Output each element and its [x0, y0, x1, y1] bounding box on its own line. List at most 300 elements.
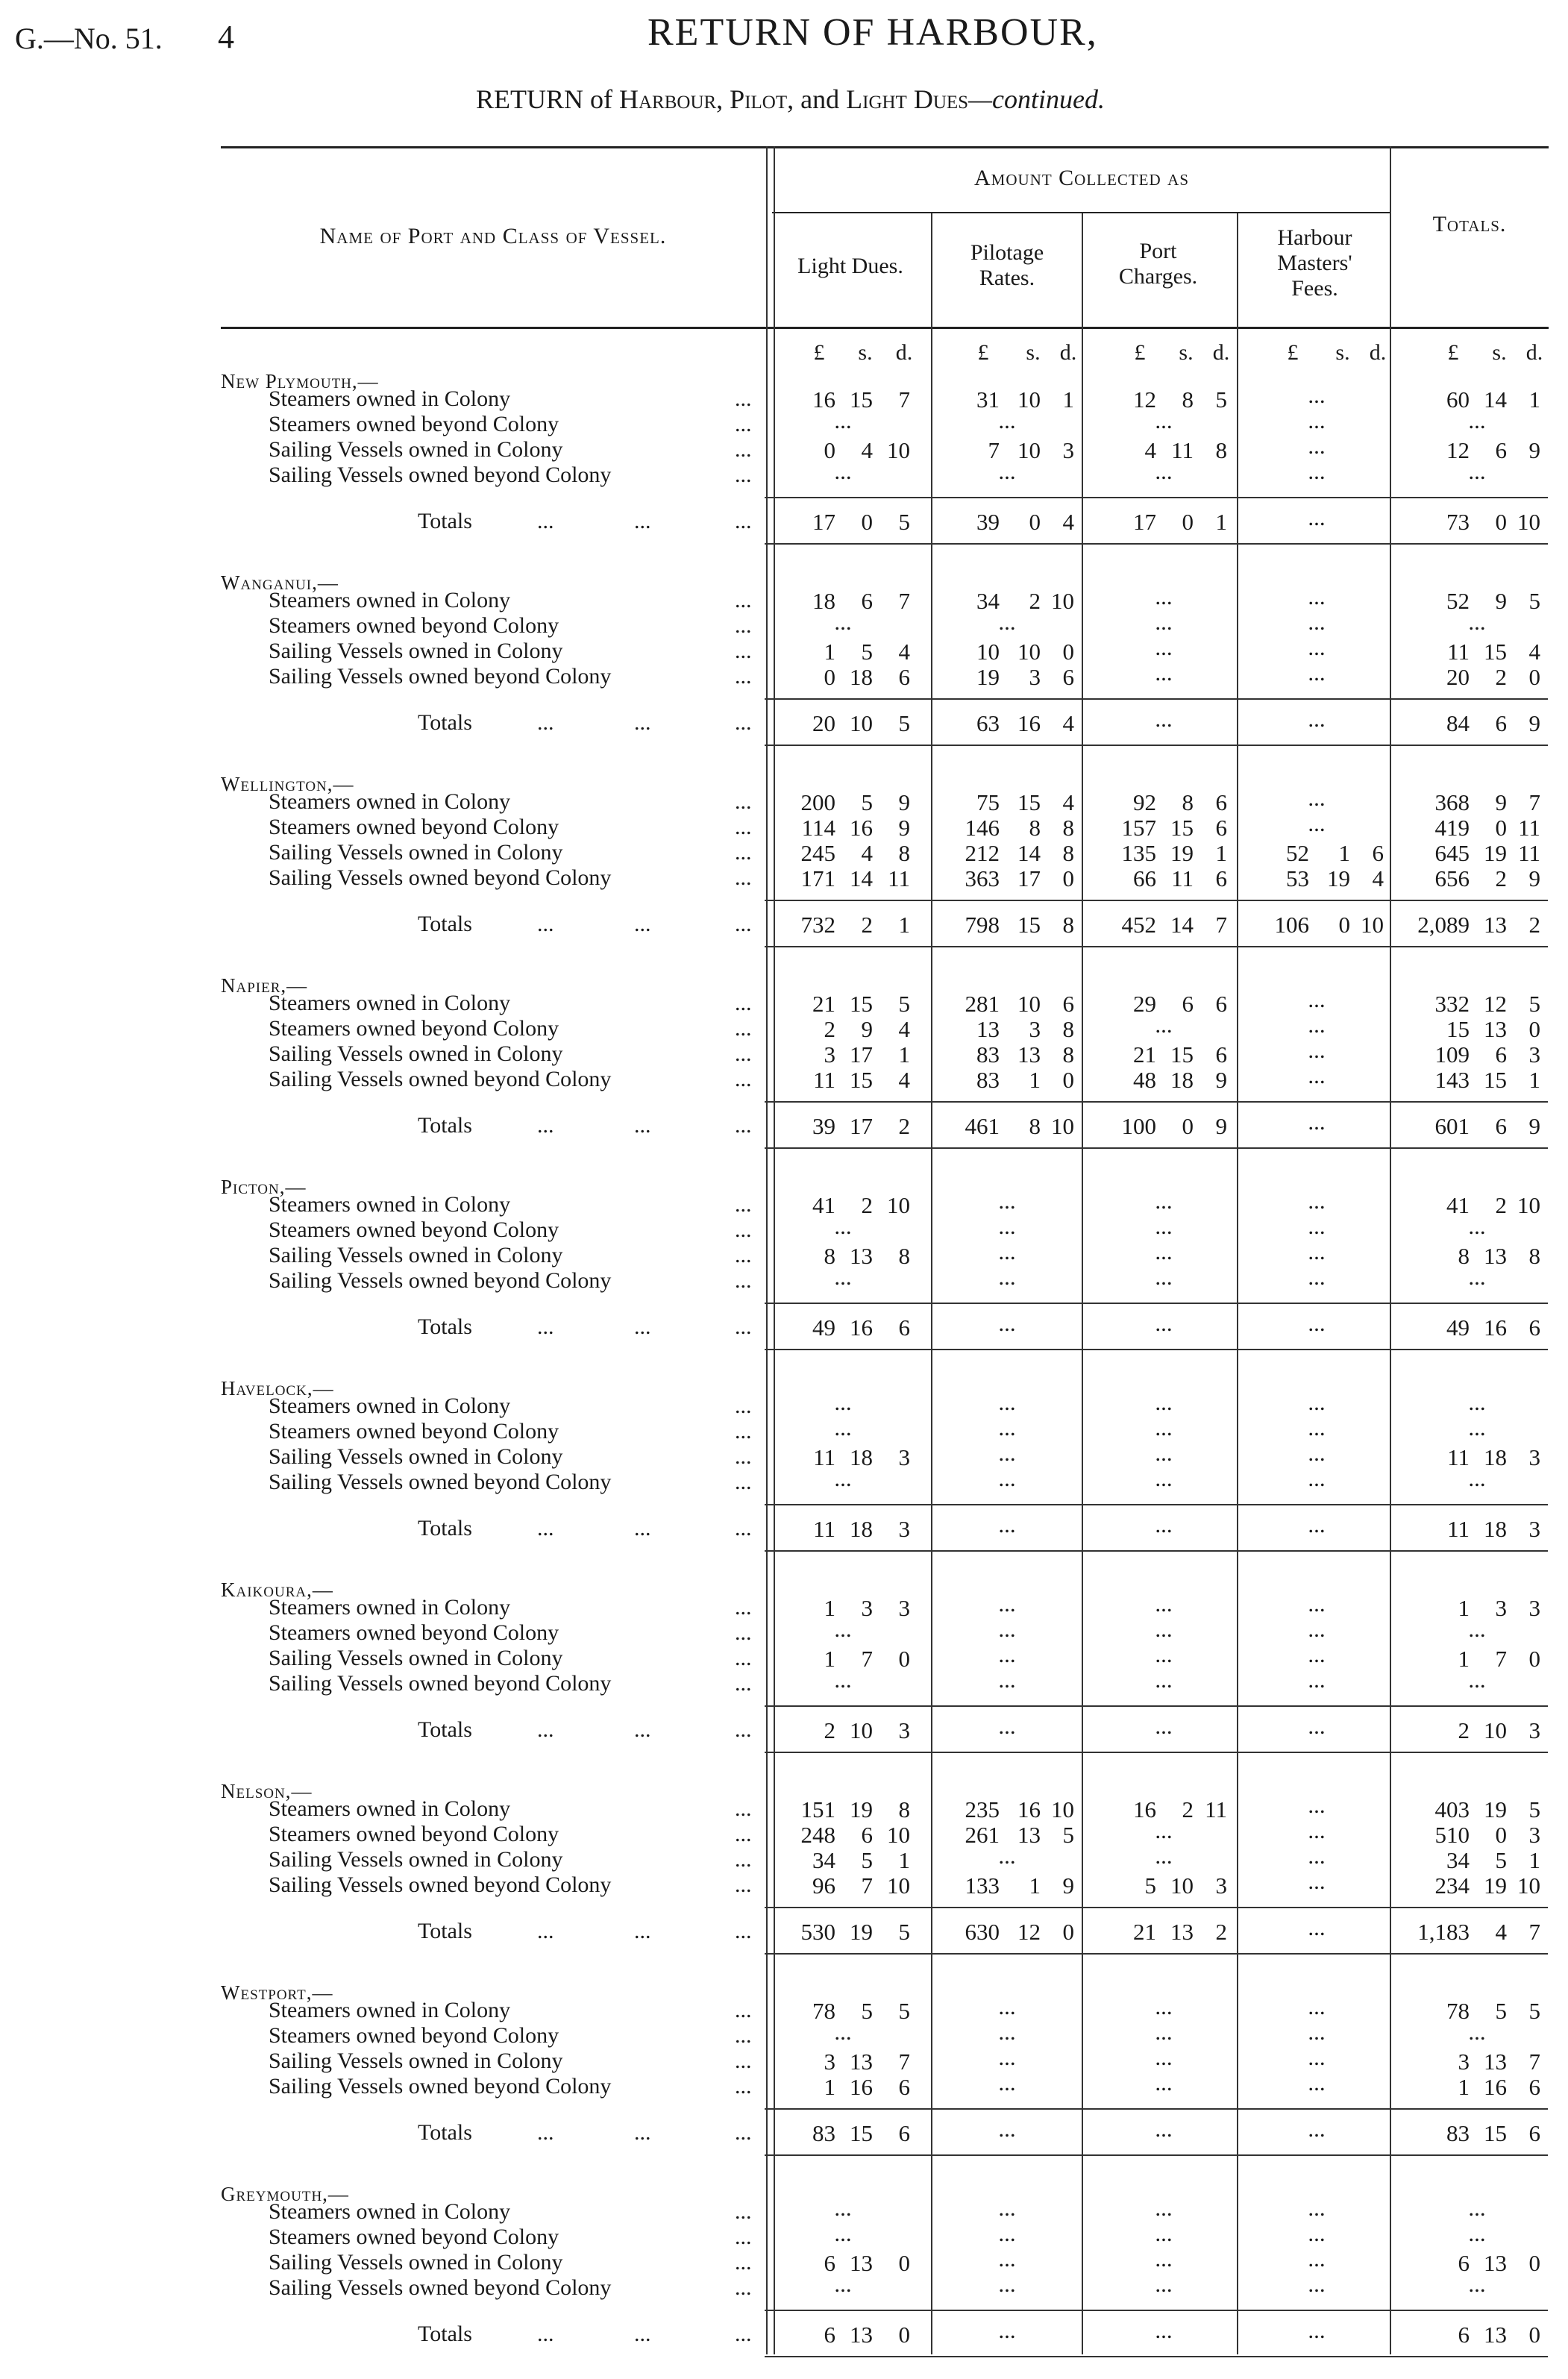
nil-value: ... — [998, 1616, 1016, 1642]
amount-shillings: 15 — [1170, 815, 1194, 841]
document-reference: G.—No. 51. — [15, 22, 163, 55]
amount-shillings: 13 — [850, 2322, 873, 2348]
amount-pounds: 6 — [824, 2250, 835, 2276]
amount-pence: 9 — [1215, 1113, 1227, 1139]
amount-shillings: 13 — [1017, 1041, 1041, 1068]
nil-value: ... — [998, 1264, 1016, 1290]
nil-value: ... — [1155, 1616, 1173, 1642]
unit-pence: d. — [1369, 340, 1387, 365]
leader-dots: ... — [735, 1620, 752, 1645]
leader-dots: ... — [735, 1822, 752, 1846]
leader-dots: ... — [634, 1314, 651, 1339]
leader-dots: ... — [735, 1872, 752, 1897]
amount-pounds: 452 — [1121, 912, 1156, 938]
nil-value: ... — [1308, 1264, 1326, 1290]
amount-pence: 6 — [898, 2074, 910, 2100]
totals-bottom-rule — [765, 745, 1548, 746]
amount-pounds: 419 — [1434, 815, 1470, 841]
leader-dots: ... — [735, 1847, 752, 1872]
nil-value: ... — [1468, 2019, 1486, 2045]
nil-value: ... — [1308, 504, 1326, 530]
totals-top-rule — [765, 1504, 1548, 1505]
amount-pence: 8 — [1062, 912, 1074, 938]
totals-label: Totals — [418, 2322, 472, 2346]
amount-pence: 4 — [1062, 789, 1074, 815]
amount-shillings: 10 — [1017, 437, 1041, 463]
amount-pence: 1 — [1062, 386, 1074, 413]
totals-label: Totals — [418, 1314, 472, 1339]
amount-pounds: 17 — [812, 509, 835, 535]
harbour-line2: Masters' — [1277, 251, 1352, 275]
nil-value: ... — [998, 1843, 1016, 1869]
leader-dots: ... — [735, 1444, 752, 1469]
amount-pounds: 1 — [1458, 2074, 1470, 2100]
vessel-class-label: Steamers owned in Colony — [269, 1998, 511, 2022]
amount-pounds: 6 — [1458, 2250, 1470, 2276]
amount-shillings: 18 — [850, 1444, 873, 1470]
amount-pence: 7 — [898, 386, 910, 413]
vessel-class-label: Sailing Vessels owned in Colony — [269, 437, 563, 462]
column-header-name: Name of Port and Class of Vessel. — [319, 224, 667, 248]
totals-label: Totals — [418, 1919, 472, 1943]
amount-pounds: 73 — [1446, 509, 1470, 535]
vessel-class-label: Sailing Vessels owned in Colony — [269, 639, 563, 663]
amount-pence: 3 — [898, 1516, 910, 1542]
amount-shillings: 3 — [861, 1595, 873, 1621]
amount-shillings: 2 — [861, 912, 873, 938]
amount-pence: 8 — [1062, 1041, 1074, 1068]
port-name: Nelson,— — [221, 1780, 313, 1802]
amount-pence: 0 — [1528, 2250, 1540, 2276]
amount-pence: 7 — [1528, 789, 1540, 815]
amount-pence: 2 — [1528, 912, 1540, 938]
leader-dots: ... — [537, 1314, 554, 1339]
vessel-class-label: Sailing Vessels owned in Colony — [269, 1243, 563, 1267]
nil-value: ... — [834, 1616, 852, 1642]
nil-value: ... — [1308, 2116, 1326, 2142]
vessel-class-label: Steamers owned in Colony — [269, 1796, 511, 1821]
amount-pounds: 114 — [801, 815, 835, 841]
amount-pounds: 212 — [965, 840, 1000, 866]
amount-pounds: 1 — [824, 1646, 835, 1672]
unit-pence: d. — [1212, 340, 1230, 365]
amount-pounds: 18 — [812, 588, 835, 614]
amount-shillings: 11 — [1171, 865, 1194, 891]
amount-pence: 7 — [898, 588, 910, 614]
leader-dots: ... — [735, 1113, 752, 1138]
amount-pounds: 11 — [813, 1516, 835, 1542]
nil-value: ... — [1155, 407, 1173, 433]
nil-value: ... — [1468, 2271, 1486, 2297]
port-name: Wanganui,— — [221, 571, 339, 594]
leader-dots: ... — [735, 1516, 752, 1540]
amount-shillings: 17 — [1017, 865, 1041, 891]
nil-value: ... — [998, 1238, 1016, 1264]
amount-pence: 1 — [1528, 1847, 1540, 1873]
nil-value: ... — [1308, 706, 1326, 732]
amount-shillings: 6 — [1495, 1041, 1507, 1068]
amount-pence: 3 — [1062, 437, 1074, 463]
leader-dots: ... — [735, 1041, 752, 1066]
leader-dots: ... — [537, 1113, 554, 1138]
amount-pounds: 368 — [1434, 789, 1470, 815]
column-rule — [1390, 146, 1391, 2354]
totals-bottom-rule — [765, 2154, 1548, 2156]
amount-pounds: 2 — [824, 1717, 835, 1743]
amount-shillings: 17 — [850, 1113, 873, 1139]
leader-dots: ... — [735, 1394, 752, 1418]
vessel-class-label: Sailing Vessels owned beyond Colony — [269, 1872, 612, 1897]
nil-value: ... — [1468, 609, 1486, 635]
nil-value: ... — [834, 2271, 852, 2297]
leader-dots: ... — [735, 1919, 752, 1943]
leader-dots: ... — [735, 1595, 752, 1620]
amount-pence: 8 — [1062, 815, 1074, 841]
nil-value: ... — [1308, 986, 1326, 1012]
totals-top-rule — [765, 1101, 1548, 1103]
nil-value: ... — [998, 1590, 1016, 1617]
vessel-class-label: Sailing Vessels owned in Colony — [269, 1444, 563, 1469]
totals-label: Totals — [418, 2120, 472, 2145]
nil-value: ... — [998, 1414, 1016, 1441]
amount-shillings: 19 — [1484, 1796, 1507, 1822]
amount-pence: 3 — [1528, 1822, 1540, 1848]
amount-pence: 6 — [1215, 991, 1227, 1017]
amount-shillings: 18 — [850, 664, 873, 690]
amount-pence: 4 — [1062, 509, 1074, 535]
nil-value: ... — [1308, 1641, 1326, 1667]
amount-pence: 1 — [1215, 840, 1227, 866]
amount-shillings: 2 — [1495, 1192, 1507, 1218]
leader-dots: ... — [634, 710, 651, 735]
totals-bottom-rule — [765, 2356, 1548, 2357]
port-line2: Charges. — [1118, 264, 1198, 289]
totals-bottom-rule — [765, 543, 1548, 545]
amount-pence: 0 — [1062, 865, 1074, 891]
amount-pence: 6 — [1062, 664, 1074, 690]
amount-shillings: 5 — [861, 1998, 873, 2024]
amount-pence: 3 — [898, 1444, 910, 1470]
port-name: Kaikoura,— — [221, 1579, 333, 1601]
nil-value: ... — [1308, 382, 1326, 408]
nil-value: ... — [1308, 1389, 1326, 1415]
amount-shillings: 16 — [1484, 2074, 1507, 2100]
amount-shillings: 12 — [1017, 1919, 1041, 1945]
amount-pence: 3 — [1215, 1872, 1227, 1899]
vessel-class-label: Steamers owned beyond Colony — [269, 1217, 559, 1242]
amount-pence: 6 — [1215, 789, 1227, 815]
amount-shillings: 16 — [850, 1314, 873, 1341]
amount-pence: 9 — [1528, 437, 1540, 463]
amount-pounds: 7 — [988, 437, 1000, 463]
vessel-class-label: Steamers owned beyond Colony — [269, 1016, 559, 1041]
amount-pence: 6 — [1528, 2120, 1540, 2146]
nil-value: ... — [998, 2317, 1016, 2343]
port-name: Greymouth,— — [221, 2183, 349, 2205]
leader-dots: ... — [634, 1717, 651, 1742]
leader-dots: ... — [735, 1998, 752, 2022]
amount-shillings: 3 — [1029, 1016, 1041, 1042]
unit-shilling: s. — [858, 340, 873, 365]
unit-pound: £ — [1287, 340, 1299, 365]
nil-value: ... — [1308, 785, 1326, 811]
nil-value: ... — [834, 1667, 852, 1693]
vessel-class-label: Sailing Vessels owned in Colony — [269, 1041, 563, 1066]
amount-shillings: 18 — [1484, 1516, 1507, 1542]
amount-pounds: 21 — [812, 991, 835, 1017]
nil-value: ... — [1308, 1616, 1326, 1642]
amount-pence: 6 — [1062, 991, 1074, 1017]
amount-pence: 8 — [1215, 437, 1227, 463]
amount-pence: 5 — [1215, 386, 1227, 413]
page-number: 4 — [218, 19, 234, 55]
nil-value: ... — [998, 1641, 1016, 1667]
amount-shillings: 4 — [861, 437, 873, 463]
nil-value: ... — [998, 1511, 1016, 1538]
amount-pounds: 0 — [824, 664, 835, 690]
subtitle-caps: Harbour, Pilot, — [619, 84, 794, 114]
amount-shillings: 11 — [1171, 437, 1194, 463]
leader-dots: ... — [735, 2225, 752, 2249]
amount-shillings: 13 — [1017, 1822, 1041, 1848]
leader-dots: ... — [735, 639, 752, 663]
vessel-class-label: Sailing Vessels owned beyond Colony — [269, 2074, 612, 2099]
totals-top-rule — [765, 1705, 1548, 1707]
amount-shillings: 14 — [1484, 386, 1507, 413]
amount-pence: 11 — [1518, 815, 1540, 841]
nil-value: ... — [1308, 1667, 1326, 1693]
amount-pence: 1 — [1528, 1067, 1540, 1093]
nil-value: ... — [1468, 1264, 1486, 1290]
amount-pence: 3 — [1528, 1516, 1540, 1542]
unit-pound: £ — [1447, 340, 1459, 365]
amount-shillings: 6 — [861, 1822, 873, 1848]
amount-pence: 11 — [1518, 840, 1540, 866]
nil-value: ... — [1308, 1238, 1326, 1264]
amount-pence: 7 — [1215, 912, 1227, 938]
amount-pounds: 16 — [1133, 1796, 1156, 1822]
nil-value: ... — [1468, 1414, 1486, 1441]
amount-pence: 1 — [898, 1041, 910, 1068]
amount-shillings: 19 — [1484, 840, 1507, 866]
amount-pence: 8 — [1062, 840, 1074, 866]
amount-shillings: 12 — [1484, 991, 1507, 1017]
pilotage-line1: Pilotage — [970, 240, 1044, 265]
amount-pence: 5 — [1528, 588, 1540, 614]
leader-dots: ... — [634, 912, 651, 936]
nil-value: ... — [1155, 1414, 1173, 1441]
nil-value: ... — [998, 2044, 1016, 2070]
amount-pence: 10 — [887, 1192, 910, 1218]
totals-top-rule — [765, 2310, 1548, 2311]
nil-value: ... — [1155, 659, 1173, 686]
nil-value: ... — [1468, 1389, 1486, 1415]
vessel-class-label: Steamers owned in Colony — [269, 789, 511, 814]
amount-pence: 10 — [1517, 509, 1540, 535]
amount-shillings: 13 — [1484, 1016, 1507, 1042]
amount-pounds: 332 — [1434, 991, 1470, 1017]
amount-pounds: 601 — [1434, 1113, 1470, 1139]
vessel-class-label: Steamers owned beyond Colony — [269, 1419, 559, 1444]
amount-shillings: 13 — [1484, 2250, 1507, 2276]
vessel-class-label: Sailing Vessels owned in Colony — [269, 2049, 563, 2073]
nil-value: ... — [1155, 1511, 1173, 1538]
amount-pence: 9 — [1528, 865, 1540, 891]
nil-value: ... — [1155, 2116, 1173, 2142]
vessel-class-label: Steamers owned in Colony — [269, 588, 511, 612]
nil-value: ... — [1308, 1188, 1326, 1214]
nil-value: ... — [1308, 810, 1326, 836]
leader-dots: ... — [634, 2120, 651, 2145]
amount-pence: 10 — [1517, 1872, 1540, 1899]
amount-pence: 8 — [1062, 1016, 1074, 1042]
amount-pounds: 78 — [1446, 1998, 1470, 2024]
amount-shillings: 15 — [850, 386, 873, 413]
amount-pence: 6 — [898, 2120, 910, 2146]
amount-pence: 1 — [1215, 509, 1227, 535]
port-name: Havelock,— — [221, 1377, 334, 1399]
nil-value: ... — [1155, 2220, 1173, 2246]
nil-value: ... — [1155, 1012, 1173, 1038]
amount-pounds: 39 — [976, 509, 1000, 535]
amount-pence: 7 — [1528, 2049, 1540, 2075]
totals-bottom-rule — [765, 1349, 1548, 1350]
vessel-class-label: Sailing Vessels owned beyond Colony — [269, 1067, 612, 1091]
vessel-class-label: Steamers owned beyond Colony — [269, 412, 559, 436]
nil-value: ... — [1308, 1062, 1326, 1088]
nil-value: ... — [1468, 2195, 1486, 2221]
nil-value: ... — [1308, 1037, 1326, 1063]
nil-value: ... — [834, 1213, 852, 1239]
amount-pounds: 52 — [1286, 840, 1309, 866]
nil-value: ... — [1155, 2271, 1173, 2297]
amount-pence: 4 — [1372, 865, 1384, 891]
subtitle-lead: RETURN — [476, 84, 583, 114]
amount-shillings: 13 — [850, 1243, 873, 1269]
amount-pounds: 143 — [1434, 1067, 1470, 1093]
amount-pence: 10 — [887, 437, 910, 463]
nil-value: ... — [998, 2245, 1016, 2272]
nil-value: ... — [998, 2069, 1016, 2096]
nil-value: ... — [834, 1465, 852, 1491]
nil-value: ... — [1468, 407, 1486, 433]
amount-pence: 0 — [898, 1646, 910, 1672]
amount-pounds: 83 — [1446, 2120, 1470, 2146]
amount-shillings: 18 — [1484, 1444, 1507, 1470]
port-name: New Plymouth,— — [221, 370, 379, 392]
amount-pence: 3 — [1528, 1595, 1540, 1621]
amount-pounds: 2 — [1458, 1717, 1470, 1743]
leader-dots: ... — [735, 1268, 752, 1293]
amount-pence: 6 — [1215, 865, 1227, 891]
amount-pence: 9 — [1215, 1067, 1227, 1093]
amount-shillings: 13 — [850, 2250, 873, 2276]
leader-dots: ... — [735, 1192, 752, 1217]
leader-dots: ... — [735, 613, 752, 638]
amount-pence: 5 — [898, 1919, 910, 1945]
vessel-class-label: Steamers owned beyond Colony — [269, 2023, 559, 2048]
nil-value: ... — [1155, 1310, 1173, 1336]
amount-pounds: 732 — [800, 912, 835, 938]
leader-dots: ... — [634, 1516, 651, 1540]
nil-value: ... — [1155, 1843, 1173, 1869]
leader-dots: ... — [537, 912, 554, 936]
column-header-light-dues: Light Dues. — [797, 254, 903, 278]
leader-dots: ... — [735, 2074, 752, 2099]
nil-value: ... — [998, 1188, 1016, 1214]
amount-pounds: 11 — [1447, 639, 1470, 665]
nil-value: ... — [998, 609, 1016, 635]
amount-pence: 0 — [1062, 1067, 1074, 1093]
amount-pence: 0 — [1062, 1919, 1074, 1945]
amount-shillings: 10 — [1170, 1872, 1194, 1899]
unit-shilling: s. — [1179, 340, 1194, 365]
amount-pounds: 83 — [976, 1041, 1000, 1068]
totals-label: Totals — [418, 1113, 472, 1138]
vessel-class-label: Sailing Vessels owned beyond Colony — [269, 463, 612, 487]
amount-pounds: 49 — [812, 1314, 835, 1341]
totals-bottom-rule — [765, 1752, 1548, 1753]
column-rule — [1237, 213, 1238, 2354]
amount-shillings: 15 — [1484, 1067, 1507, 1093]
nil-value: ... — [834, 407, 852, 433]
amount-shillings: 18 — [850, 1516, 873, 1542]
vessel-class-label: Steamers owned in Colony — [269, 1192, 511, 1217]
amount-shillings: 2 — [1182, 1796, 1194, 1822]
amount-shillings: 5 — [1495, 1847, 1507, 1873]
nil-value: ... — [998, 1389, 1016, 1415]
leader-dots: ... — [537, 509, 554, 533]
amount-pounds: 281 — [965, 991, 1000, 1017]
nil-value: ... — [998, 2195, 1016, 2221]
vessel-class-label: Steamers owned beyond Colony — [269, 613, 559, 638]
nil-value: ... — [998, 1993, 1016, 2019]
nil-value: ... — [1308, 407, 1326, 433]
amount-pence: 3 — [1528, 1444, 1540, 1470]
totals-label: Totals — [418, 710, 472, 735]
amount-pence: 10 — [887, 1822, 910, 1848]
subtitle-and: and — [800, 84, 840, 114]
column-header-totals: Totals. — [1432, 212, 1507, 236]
leader-dots: ... — [735, 2322, 752, 2346]
amount-shillings: 15 — [1484, 2120, 1507, 2146]
nil-value: ... — [1468, 458, 1486, 484]
amount-pence: 4 — [1062, 710, 1074, 736]
amount-shillings: 5 — [861, 789, 873, 815]
amount-pounds: 1 — [824, 1595, 835, 1621]
nil-value: ... — [1155, 1238, 1173, 1264]
amount-shillings: 7 — [1495, 1646, 1507, 1672]
nil-value: ... — [1468, 2220, 1486, 2246]
totals-label: Totals — [418, 1516, 472, 1540]
nil-value: ... — [1308, 659, 1326, 686]
amount-shillings: 4 — [861, 840, 873, 866]
amount-shillings: 0 — [1182, 1113, 1194, 1139]
amount-pounds: 146 — [965, 815, 1000, 841]
amount-pence: 2 — [1215, 1919, 1227, 1945]
amount-shillings: 19 — [1170, 840, 1194, 866]
nil-value: ... — [1308, 1713, 1326, 1739]
subtitle-caps2: Light Dues — [846, 84, 969, 114]
amount-pence: 6 — [1528, 1314, 1540, 1341]
amount-pounds: 11 — [1447, 1444, 1470, 1470]
nil-value: ... — [1155, 1440, 1173, 1466]
amount-pence: 10 — [1051, 588, 1074, 614]
amount-shillings: 14 — [1170, 912, 1194, 938]
vessel-class-label: Steamers owned in Colony — [269, 386, 511, 411]
nil-value: ... — [1308, 458, 1326, 484]
amount-pence: 11 — [888, 865, 910, 891]
